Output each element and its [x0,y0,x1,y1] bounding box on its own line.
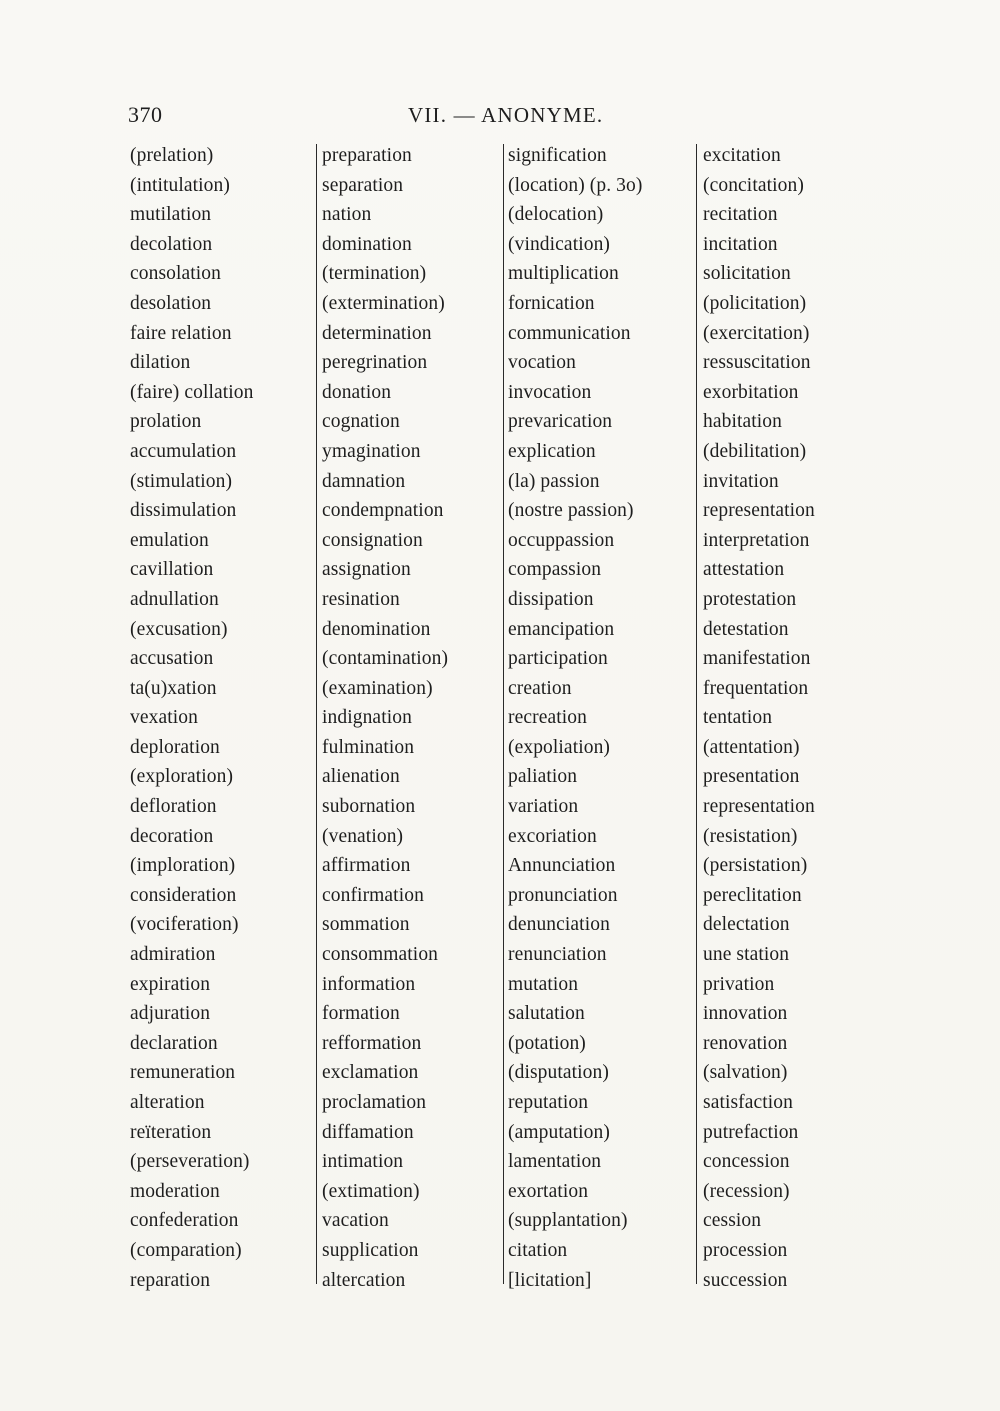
word-entry: dilation [130,352,191,374]
word-entry: prevarication [508,411,613,433]
word-entry: renovation [703,1032,788,1054]
word-entry: dissimulation [130,500,237,522]
word-entry: solicitation [703,263,791,285]
word-entry: pronunciation [508,884,618,906]
word-entry: multiplication [508,263,619,285]
word-entry: tentation [703,707,773,729]
word-entry: accusation [130,648,214,670]
word-entry: (policitation) [703,292,807,314]
word-entry: adjuration [130,1003,211,1025]
word-entry: consideration [130,884,237,906]
word-entry: (extermination) [322,292,445,314]
word-entry: mutation [508,973,579,995]
word-entry: salutation [508,1003,585,1025]
word-entry: proclamation [322,1092,427,1113]
word-entry: recreation [508,707,587,729]
word-entry: excitation [703,145,781,166]
word-entry: protestation [703,588,797,610]
word-entry: accumulation [130,440,237,462]
word-entry: vocation [508,352,576,374]
word-entry: variation [508,796,579,818]
word-entry: (debilitation) [703,440,807,462]
word-entry: fulmination [322,736,415,758]
word-entry: decoration [130,825,214,847]
word-column-2 [322,141,502,1295]
word-entry: (contamination) [322,648,449,670]
word-entry: (prelation) [130,145,214,166]
word-entry: exclamation [322,1062,419,1084]
column-rule [503,144,504,1284]
word-entry: (faire) collation [130,381,254,403]
word-entry: indignation [322,707,412,729]
word-entry: fornication [508,292,595,314]
word-entry: decolation [130,233,213,255]
word-entry: prolation [130,411,202,433]
word-entry: information [322,973,416,995]
word-entry: (attentation) [703,736,800,758]
word-entry: deploration [130,736,220,758]
word-entry: damnation [322,470,406,492]
word-entry: (intitulation) [130,174,230,196]
word-entry: (expoliation) [508,736,611,758]
word-entry: innovation [703,1003,788,1025]
word-entry: reparation [130,1269,211,1291]
word-entry: invocation [508,381,592,403]
word-entry: exorbitation [703,381,799,403]
word-entry: sommation [322,914,410,936]
word-entry: (nostre passion) [508,500,634,522]
word-entry: presentation [703,766,800,788]
word-entry: condempnation [322,500,444,522]
word-entry: emancipation [508,618,615,640]
word-entry: (venation) [322,825,404,847]
word-entry: (recession) [703,1180,790,1202]
word-entry: representation [703,796,815,818]
word-entry: donation [322,381,392,403]
word-entry: reïteration [130,1121,212,1143]
word-entry: creation [508,677,572,699]
word-entry: explication [508,440,596,462]
word-entry: diffamation [322,1121,414,1143]
word-entry: vexation [130,707,198,729]
word-entry: (potation) [508,1032,586,1054]
word-entry: adnullation [130,588,219,610]
column-rule [316,144,317,1284]
word-entry: faire relation [130,322,232,344]
word-entry: (delocation) [508,204,604,226]
word-entry: confederation [130,1210,239,1232]
word-entry: ymagination [322,440,421,462]
word-entry: resination [322,588,400,610]
word-entry: (supplantation) [508,1210,628,1232]
word-entry: interpretation [703,529,810,551]
word-entry: intimation [322,1151,404,1173]
word-entry: concession [703,1151,790,1173]
word-entry: defloration [130,796,217,818]
word-entry: paliation [508,766,578,788]
word-entry: assignation [322,559,411,581]
word-entry: pereclitation [703,884,802,906]
word-entry: ressuscitation [703,352,811,374]
word-entry: alienation [322,766,400,788]
word-entry: nation [322,204,372,226]
word-entry: (amputation) [508,1121,610,1143]
word-entry: (comparation) [130,1239,242,1261]
word-entry: moderation [130,1180,220,1202]
word-entry: attestation [703,559,785,581]
word-entry: recitation [703,204,778,226]
word-entry: determination [322,322,432,344]
word-entry: declaration [130,1032,218,1054]
word-entry: admiration [130,944,216,966]
word-entry: signification [508,145,607,166]
word-entry: domination [322,233,412,255]
word-entry: reputation [508,1092,589,1113]
word-entry: occuppassion [508,529,615,551]
word-entry: satisfaction [703,1092,794,1113]
word-entry: delectation [703,914,790,936]
word-entry: compassion [508,559,602,581]
word-entry: putrefaction [703,1121,799,1143]
word-entry: succession [703,1269,788,1291]
word-entry: cognation [322,411,400,433]
word-entry: remuneration [130,1062,236,1084]
word-entry: renunciation [508,944,607,966]
word-entry: supplication [322,1239,419,1261]
word-entry: (vindication) [508,233,611,255]
word-entry: mutilation [130,204,212,226]
word-entry: participation [508,648,608,670]
word-entry: lamentation [508,1151,602,1173]
word-entry: confirmation [322,884,424,906]
word-entry: expiration [130,973,211,995]
word-entry: exortation [508,1180,589,1202]
word-entry: communication [508,322,631,344]
word-entry: alteration [130,1092,205,1113]
word-entry: separation [322,174,404,196]
word-entry: (excusation) [130,618,228,640]
word-entry: incitation [703,233,778,255]
word-entry: [licitation] [508,1269,592,1291]
word-entry: peregrination [322,352,428,374]
word-entry: (perseveration) [130,1151,250,1173]
word-entry: procession [703,1239,788,1261]
word-entry: preparation [322,145,412,166]
word-entry: dissipation [508,588,594,610]
column-rule [696,144,697,1284]
word-entry: formation [322,1003,400,1025]
word-entry: (salvation) [703,1062,788,1084]
word-entry: Annunciation [508,855,616,877]
word-entry: consolation [130,263,222,285]
running-head: VII. — ANONYME. [408,103,604,127]
word-entry: ta(u)xation [130,677,217,699]
word-entry: altercation [322,1269,406,1291]
word-column-4 [703,141,883,1295]
word-entry: denomination [322,618,431,640]
page-number: 370 [128,102,163,127]
word-entry: emulation [130,529,209,551]
word-entry: privation [703,973,775,995]
word-entry: (stimulation) [130,470,233,492]
word-entry: (resistation) [703,825,798,847]
word-entry: (concitation) [703,174,804,196]
word-column-1 [130,141,312,1295]
word-entry: (la) passion [508,470,600,492]
word-entry: (persistation) [703,855,808,877]
word-entry: refformation [322,1032,422,1054]
word-entry: (location) (p. 3o) [508,174,643,196]
word-entry: (exploration) [130,766,234,788]
word-entry: excoriation [508,825,597,847]
word-entry: frequentation [703,677,809,699]
word-entry: (examination) [322,677,433,699]
word-entry: (disputation) [508,1062,609,1084]
word-entry: (extimation) [322,1180,420,1202]
word-entry: subornation [322,796,416,818]
word-entry: cavillation [130,559,214,581]
word-entry: (termination) [322,263,427,285]
word-entry: desolation [130,292,212,314]
word-entry: consignation [322,529,423,551]
word-entry: denunciation [508,914,610,936]
word-entry: une station [703,944,790,966]
word-entry: manifestation [703,648,811,670]
word-entry: detestation [703,618,789,640]
word-entry: (vociferation) [130,914,239,936]
word-entry: vacation [322,1210,389,1232]
word-entry: affirmation [322,855,411,877]
word-entry: cession [703,1210,762,1232]
word-entry: (imploration) [130,855,236,877]
word-entry: citation [508,1239,568,1261]
word-entry: habitation [703,411,782,433]
word-column-3 [508,141,696,1295]
word-entry: representation [703,500,815,522]
word-entry: consommation [322,944,439,966]
word-entry: invitation [703,470,779,492]
word-entry: (exercitation) [703,322,810,344]
